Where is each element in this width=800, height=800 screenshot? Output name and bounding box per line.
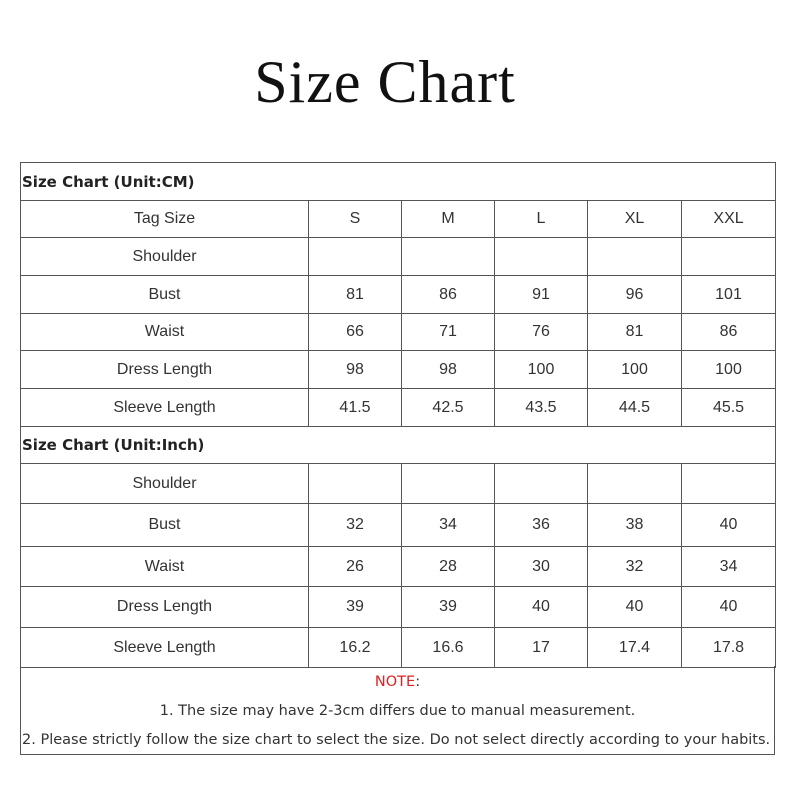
table-row [21, 628, 776, 668]
table-cell [682, 238, 776, 276]
table-cell: 17.4 [588, 628, 682, 668]
note-heading: NOTE [374, 674, 416, 690]
table-cell: XL [588, 201, 682, 238]
table-row [21, 351, 776, 389]
table-cell: 32 [309, 504, 402, 547]
section-heading: Size Chart (Unit:CM) [21, 163, 776, 201]
row-label: Shoulder [21, 464, 309, 504]
table-cell: 45.5 [682, 389, 776, 427]
table-cell [309, 464, 402, 504]
table-cell: 100 [588, 351, 682, 389]
note-box [20, 666, 775, 755]
table-cell: 100 [682, 351, 776, 389]
table-cell: 42.5 [402, 389, 495, 427]
table-cell: 32 [588, 547, 682, 587]
row-label: Dress Length [21, 587, 309, 628]
table-cell [402, 464, 495, 504]
table-cell: 76 [495, 314, 588, 351]
size-chart-table [20, 162, 776, 668]
table-cell: 71 [402, 314, 495, 351]
row-label: Dress Length [21, 351, 309, 389]
table-cell: 39 [402, 587, 495, 628]
section-heading: Size Chart (Unit:Inch) [21, 427, 776, 464]
row-label: Waist [21, 547, 309, 587]
table-cell: 98 [309, 351, 402, 389]
row-label: Shoulder [21, 238, 309, 276]
page-title: Size Chart [254, 49, 516, 115]
row-label: Sleeve Length [21, 389, 309, 427]
note-colon: : [415, 674, 421, 690]
table-cell: 34 [682, 547, 776, 587]
table-cell: M [402, 201, 495, 238]
table-cell: 44.5 [588, 389, 682, 427]
table-cell: 81 [588, 314, 682, 351]
section-heading-row [21, 163, 776, 201]
table-row [21, 587, 776, 628]
table-cell [682, 464, 776, 504]
table-cell [495, 464, 588, 504]
note-line-1: 1. The size may have 2-3cm differs due to manual measurement. [159, 703, 636, 719]
table-cell: 30 [495, 547, 588, 587]
table-row [21, 389, 776, 427]
table-row [21, 547, 776, 587]
table-cell: 28 [402, 547, 495, 587]
table-cell: 66 [309, 314, 402, 351]
table-header-row [21, 201, 776, 238]
table-cell: 86 [682, 314, 776, 351]
note-line-2: 2. Please strictly follow the size chart to select the size. Do not select directly according to your habits. [22, 732, 771, 748]
table-cell: 39 [309, 587, 402, 628]
table-cell: L [495, 201, 588, 238]
table-row [21, 276, 776, 314]
row-label: Bust [21, 276, 309, 314]
table-cell [402, 238, 495, 276]
table-cell: 17 [495, 628, 588, 668]
table-cell: 34 [402, 504, 495, 547]
table-cell: 16.2 [309, 628, 402, 668]
table-cell: 40 [682, 587, 776, 628]
row-label: Tag Size [21, 201, 309, 238]
section-heading-row [21, 427, 776, 464]
table-cell: 26 [309, 547, 402, 587]
row-label: Sleeve Length [21, 628, 309, 668]
row-label: Waist [21, 314, 309, 351]
table-row [21, 464, 776, 504]
table-cell: 98 [402, 351, 495, 389]
table-row [21, 314, 776, 351]
table-cell: 100 [495, 351, 588, 389]
table-cell: 41.5 [309, 389, 402, 427]
table-cell: S [309, 201, 402, 238]
table-cell [588, 238, 682, 276]
table-cell: 81 [309, 276, 402, 314]
table-cell [588, 464, 682, 504]
table-cell: XXL [682, 201, 776, 238]
table-cell [495, 238, 588, 276]
row-label: Bust [21, 504, 309, 547]
table-cell [309, 238, 402, 276]
table-cell: 86 [402, 276, 495, 314]
table-cell: 40 [588, 587, 682, 628]
table-cell: 17.8 [682, 628, 776, 668]
table-cell: 101 [682, 276, 776, 314]
table-cell: 40 [682, 504, 776, 547]
table-cell: 96 [588, 276, 682, 314]
table-cell: 38 [588, 504, 682, 547]
table-cell: 40 [495, 587, 588, 628]
table-row [21, 504, 776, 547]
table-cell: 16.6 [402, 628, 495, 668]
table-cell: 36 [495, 504, 588, 547]
table-cell: 43.5 [495, 389, 588, 427]
table-row [21, 238, 776, 276]
table-cell: 91 [495, 276, 588, 314]
